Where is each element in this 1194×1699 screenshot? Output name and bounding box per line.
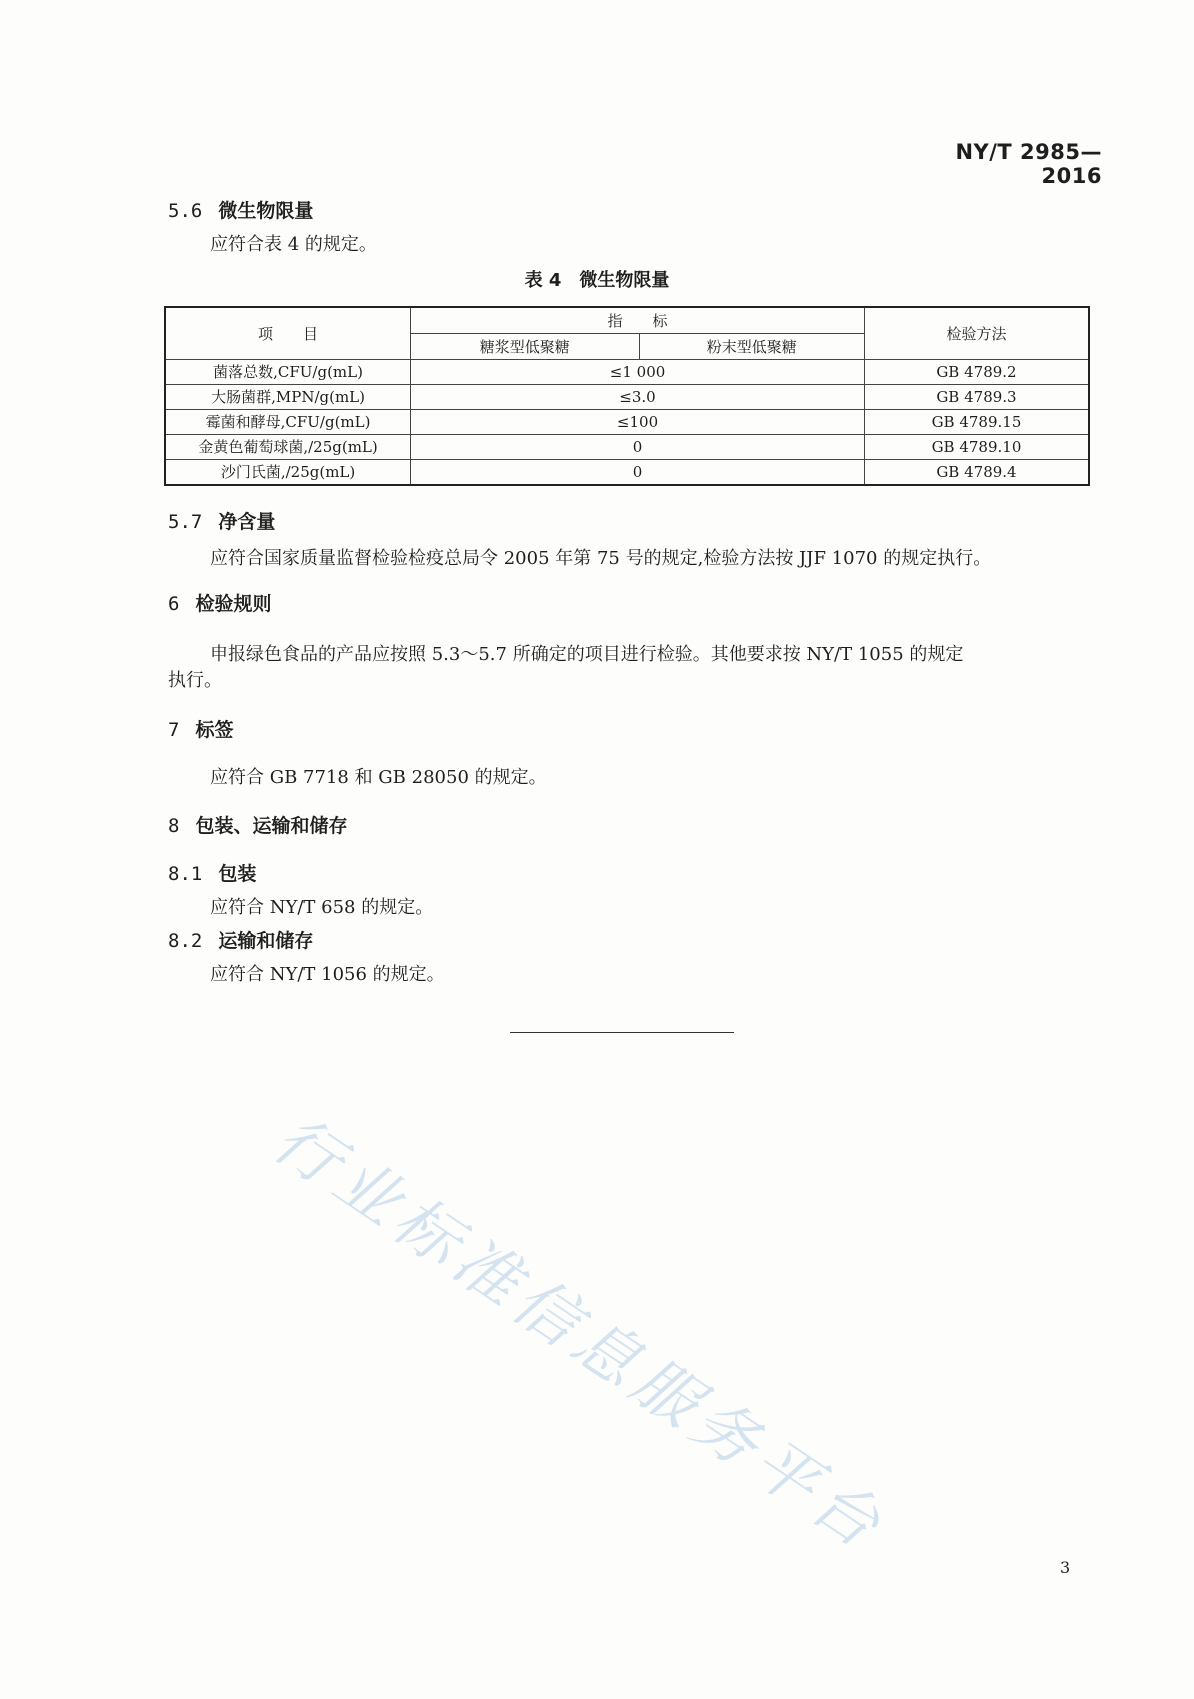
- table-row: [165, 435, 1089, 460]
- section-number: 6: [168, 593, 180, 615]
- section-number: 8.2: [168, 930, 203, 952]
- table-row: [165, 360, 1089, 385]
- section-number: 8: [168, 815, 180, 837]
- row-item: 沙门氏菌,/25g(mL): [165, 460, 411, 486]
- section-7-text: 应符合 GB 7718 和 GB 28050 的规定。: [210, 767, 547, 788]
- section-title: 包装: [218, 863, 257, 885]
- header-method: 检验方法: [864, 307, 1089, 360]
- section-title: 包装、运输和储存: [195, 815, 348, 837]
- table-4-caption: [0, 266, 1194, 292]
- section-5-7-text: 应符合国家质量监督检验检疫总局令 2005 年第 75 号的规定,检验方法按 JJF 1070 的规定执行。: [210, 548, 992, 569]
- table-caption-label: 表 4: [524, 270, 562, 291]
- row-item: 霉菌和酵母,CFU/g(mL): [165, 410, 411, 435]
- section-number: 8.1: [168, 863, 203, 885]
- row-value: 0: [411, 435, 865, 460]
- section-title: 检验规则: [195, 593, 272, 615]
- header-item: 项 目: [165, 307, 411, 360]
- row-method: GB 4789.15: [864, 410, 1089, 435]
- row-item: 金黄色葡萄球菌,/25g(mL): [165, 435, 411, 460]
- end-rule: [510, 1032, 734, 1033]
- row-method: GB 4789.10: [864, 435, 1089, 460]
- row-value: ≤100: [411, 410, 865, 435]
- header-syrup: 糖浆型低聚糖: [411, 334, 639, 360]
- section-8-1-text: 应符合 NY/T 658 的规定。: [210, 897, 434, 918]
- section-title: 运输和储存: [218, 930, 314, 952]
- section-8-2-text: 应符合 NY/T 1056 的规定。: [210, 964, 445, 985]
- table-caption-title: 微生物限量: [579, 270, 670, 291]
- row-method: GB 4789.3: [864, 385, 1089, 410]
- standard-number: NY/T 2985—2016: [955, 140, 1102, 188]
- section-number: 5.7: [168, 511, 203, 533]
- header-powder: 粉末型低聚糖: [639, 334, 864, 360]
- table-row: [165, 410, 1089, 435]
- section-6-text-line1: 申报绿色食品的产品应按照 5.3～5.7 所确定的项目进行检验。其他要求按 NY/T 1055 的规定: [210, 644, 964, 665]
- microbial-limits-table: [164, 306, 1090, 486]
- section-8-1-heading: [168, 859, 256, 886]
- section-title: 微生物限量: [218, 200, 314, 222]
- section-title: 净含量: [218, 511, 276, 533]
- table-row: [165, 460, 1089, 486]
- header-index: 指 标: [411, 307, 865, 334]
- table-header-row: [165, 307, 1089, 334]
- section-6-text-line2: 执行。: [168, 670, 222, 691]
- row-value: 0: [411, 460, 865, 486]
- page-number: 3: [1060, 1558, 1071, 1577]
- row-value: ≤3.0: [411, 385, 865, 410]
- section-5-6-text: 应符合表 4 的规定。: [210, 234, 377, 255]
- row-item: 大肠菌群,MPN/g(mL): [165, 385, 411, 410]
- table-row: [165, 385, 1089, 410]
- section-8-2-heading: [168, 926, 313, 953]
- section-number: 5.6: [168, 200, 203, 222]
- section-7-heading: [168, 715, 233, 742]
- watermark: 行业标准信息服务平台: [260, 1102, 899, 1567]
- section-8-heading: [168, 811, 347, 838]
- section-5-6-heading: [168, 196, 313, 223]
- section-title: 标签: [195, 719, 234, 741]
- row-method: GB 4789.4: [864, 460, 1089, 486]
- section-5-7-heading: [168, 507, 275, 534]
- row-value: ≤1 000: [411, 360, 865, 385]
- section-6-heading: [168, 589, 271, 616]
- row-method: GB 4789.2: [864, 360, 1089, 385]
- section-number: 7: [168, 719, 180, 741]
- row-item: 菌落总数,CFU/g(mL): [165, 360, 411, 385]
